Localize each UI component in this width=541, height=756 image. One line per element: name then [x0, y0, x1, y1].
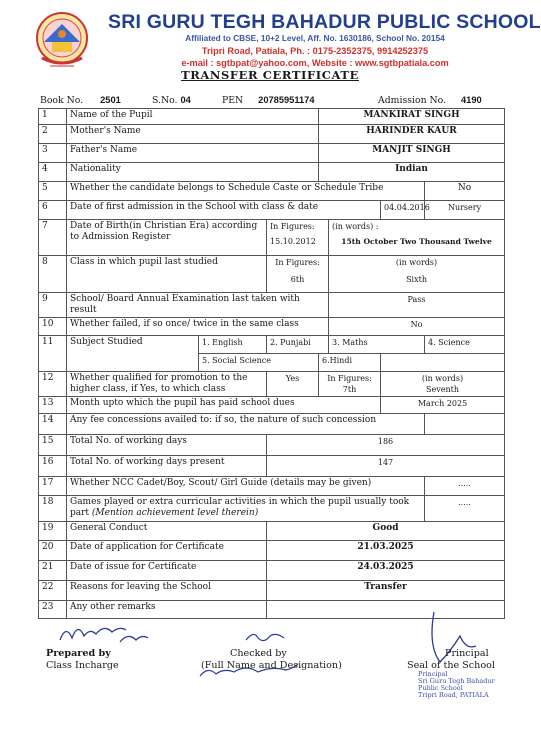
row-number: 22 [39, 581, 67, 601]
fee-concession-value [425, 414, 505, 435]
table-row [39, 477, 505, 496]
full-name-designation: (Full Name and Designation) [201, 660, 342, 671]
games-label: Games played or extra curricular activities in which the pupil usually took part [70, 497, 410, 518]
row-label: Date of first admission in the School with class & date [67, 201, 381, 220]
failed-value: No [329, 318, 505, 336]
row-number: 7 [39, 220, 67, 256]
dob-words [329, 220, 505, 256]
row-label: Whether failed, if so once/ twice in the same class [67, 318, 329, 336]
row-number: 2 [39, 125, 67, 144]
subject-1: 1. English [199, 336, 267, 354]
principal-label: Principal [445, 648, 489, 659]
contact-line: e-mail : sgtbpat@yahoo.com, Website : www.sgtbpatiala.com [181, 58, 449, 68]
row-label: Total No. of working days present [67, 456, 267, 477]
row-label: Mother's Name [67, 125, 319, 144]
admission-class: Nursery [425, 201, 505, 220]
table-row [39, 397, 505, 414]
address-line: Tripri Road, Patiala, Ph. : 0175-2352375, 9914252375 [201, 46, 429, 56]
row-label: Any fee concessions availed to: if so, the nature of such concession [67, 414, 425, 435]
leaving-reason: Transfer [267, 581, 505, 601]
ncc-value: ..... [425, 477, 505, 496]
subject-6: 6.Hindi [319, 354, 381, 372]
table-row [39, 109, 505, 125]
subject-empty [381, 354, 505, 372]
days-present: 147 [267, 456, 505, 477]
row-label: Total No. of working days [67, 435, 267, 456]
table-row [39, 522, 505, 541]
pupil-name: MANKIRAT SINGH [319, 109, 505, 125]
issue-date: 24.03.2025 [267, 561, 505, 581]
principal-stamp: Principal Sri Guru Tegh Bahadur Public School Tripri Road, PATIALA [418, 670, 495, 699]
row-label: Whether the candidate belongs to Schedule Caste or Schedule Tribe [67, 182, 425, 201]
row-number: 23 [39, 601, 67, 619]
dob-figures-value: 15.10.2012 [270, 237, 316, 246]
school-logo-emblem [34, 8, 90, 72]
subject-4: 4. Science [425, 336, 505, 354]
row-number: 17 [39, 477, 67, 496]
table-row [39, 201, 505, 220]
row-number: 5 [39, 182, 67, 201]
book-no: Book No. 2501 [40, 95, 121, 106]
row-number: 9 [39, 293, 67, 318]
class-incharge-signature [56, 614, 152, 650]
row-label: General Conduct [67, 522, 267, 541]
nationality: Indian [319, 163, 505, 182]
games-label-note: (Mention achievement level therein) [91, 508, 259, 518]
serial-no: S.No. 04 [152, 95, 191, 106]
row-label: Whether qualified for promotion to the higher class, if Yes, to which class [67, 372, 267, 397]
affiliation-line: Affiliated to CBSE, 10+2 Level, Aff. No. 1630186, School No. 20154 [185, 33, 445, 43]
row-number: 20 [39, 541, 67, 561]
school-name: SRI GURU TEGH BAHADUR PUBLIC SCHOOL [108, 11, 541, 33]
figures-label: In Figures: [275, 258, 320, 267]
row-label: School/ Board Annual Examination last taken with result [67, 293, 329, 318]
table-row [39, 256, 505, 293]
prepared-by: Prepared by [46, 648, 111, 659]
row-number: 14 [39, 414, 67, 435]
table-row [39, 435, 505, 456]
exam-result: Pass [329, 293, 505, 318]
certificate-title: TRANSFER CERTIFICATE [181, 68, 359, 82]
table-row [39, 163, 505, 182]
table-row [39, 318, 505, 336]
row-number: 12 [39, 372, 67, 397]
last-class-words-value: Sixth [406, 275, 427, 284]
row-number: 16 [39, 456, 67, 477]
row-label: Date of application for Certificate [67, 541, 267, 561]
working-days: 186 [267, 435, 505, 456]
mother-name: HARINDER KAUR [319, 125, 505, 144]
class-incharge: Class Incharge [46, 660, 119, 671]
row-label: Class in which pupil last studied [67, 256, 267, 293]
table-row [39, 182, 505, 201]
table-row [39, 581, 505, 601]
figures-label: In Figures: [327, 374, 372, 383]
row-number: 8 [39, 256, 67, 293]
row-number: 19 [39, 522, 67, 541]
row-label: Nationality [67, 163, 319, 182]
row-label: Subject Studied [67, 336, 199, 372]
last-class-figures-value: 6th [290, 275, 305, 284]
seal-label: Seal of the School [407, 660, 495, 671]
row-label: Reasons for leaving the School [67, 581, 267, 601]
row-label: Month upto which the pupil has paid school dues [67, 397, 381, 414]
row-label: Any other remarks [67, 601, 267, 619]
row-number: 21 [39, 561, 67, 581]
pen-no: PEN 20785951174 [222, 95, 315, 106]
words-label: (in words) [395, 258, 438, 267]
table-row [39, 336, 505, 354]
games-value: ..... [425, 496, 505, 522]
row-number: 3 [39, 144, 67, 163]
table-row [39, 125, 505, 144]
general-conduct: Good [267, 522, 505, 541]
row-number: 11 [39, 336, 67, 372]
table-row [39, 372, 505, 397]
promotion-figures-value: 7th [342, 385, 357, 394]
promotion-yes: Yes [267, 372, 319, 397]
last-class-words [329, 256, 505, 293]
application-date: 21.03.2025 [267, 541, 505, 561]
table-row [39, 561, 505, 581]
checked-by: Checked by [230, 648, 287, 659]
admission-date: 04.04.2016 [381, 201, 425, 220]
father-name: MANJIT SINGH [319, 144, 505, 163]
row-number: 6 [39, 201, 67, 220]
transfer-certificate-table [38, 108, 505, 619]
subject-5: 5. Social Science [199, 354, 319, 372]
row-label: Date of issue for Certificate [67, 561, 267, 581]
subject-2: 2. Punjabi [267, 336, 329, 354]
dob-words-value: 15th October Two Thousand Twelve [341, 237, 492, 246]
subject-3: 3. Maths [329, 336, 425, 354]
table-row [39, 144, 505, 163]
dob-figures [267, 220, 329, 256]
row-label: Father's Name [67, 144, 319, 163]
table-row [39, 456, 505, 477]
table-row [39, 293, 505, 318]
promotion-figures [319, 372, 381, 397]
row-number: 13 [39, 397, 67, 414]
row-number: 1 [39, 109, 67, 125]
table-row [39, 541, 505, 561]
schedule-caste-value: No [425, 182, 505, 201]
row-label: Whether NCC Cadet/Boy, Scout/ Girl Guide (details may be given) [67, 477, 425, 496]
row-number: 10 [39, 318, 67, 336]
promotion-words-value: Seventh [426, 385, 460, 394]
row-label: Name of the Pupil [67, 109, 319, 125]
row-number: 18 [39, 496, 67, 522]
row-label: Date of Birth(in Christian Era) according to Admission Register [67, 220, 267, 256]
row-number: 4 [39, 163, 67, 182]
table-row [39, 220, 505, 256]
admission-no: Admission No. 4190 [378, 95, 482, 106]
dues-paid-until: March 2025 [381, 397, 505, 414]
promotion-words [381, 372, 505, 397]
figures-label: In Figures: [270, 222, 315, 231]
row-number: 15 [39, 435, 67, 456]
table-row [39, 496, 505, 522]
last-class-figures [267, 256, 329, 293]
row-label [67, 496, 425, 522]
words-label: (in words) : [332, 222, 379, 231]
words-label: (in words) [421, 374, 464, 383]
table-row [39, 414, 505, 435]
